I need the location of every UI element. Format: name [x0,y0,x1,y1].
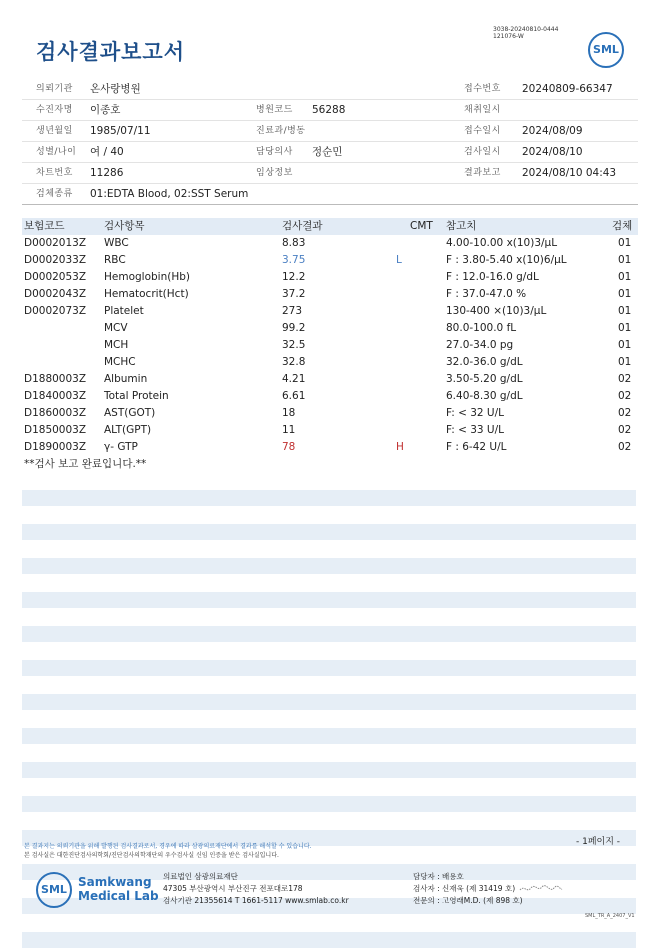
cell-code: D1850003Z [24,424,87,436]
cell-ref: 4.00-10.00 x(10)3/μL [446,237,558,249]
cell-code: D1840003Z [24,390,87,402]
cell-code: D1880003Z [24,373,87,385]
page-title: 검사결과보고서 [36,40,186,64]
cell-ref: 6.40-8.30 g/dL [446,390,523,402]
table-row [22,286,638,303]
footer-notes: 본 결과지는 의뢰기관을 위해 발행된 검사결과로서, 경우에 따라 삼광의료재단에서 결과를 해석할 수 있습니다. 본 검사실은 대한진단검사의학회/진단검사의학재단의 우수검사실 신임 인증을 받은 검사실입니다. [24,843,312,859]
test-date-value: 2024/08/10 [522,146,583,158]
sml-logo: SML [588,32,624,68]
empty-row-band [22,524,636,540]
cell-item: Platelet [104,305,144,317]
table-row [22,337,638,354]
table-row [22,388,638,405]
cell-code: D1860003Z [24,407,87,419]
cell-ref: 130-400 ×(10)3/μL [446,305,547,317]
table-row [22,320,638,337]
empty-row-band [22,728,636,744]
receipt-no-value: 20240809-66347 [522,83,613,95]
cell-specimen: 01 [618,288,632,300]
empty-row-band [22,796,636,812]
cell-result: 4.21 [282,373,306,385]
cell-specimen: 02 [618,407,632,419]
cell-specimen: 02 [618,373,632,385]
cell-ref: 80.0-100.0 fL [446,322,517,334]
patient-name-value: 이종호 [90,104,121,116]
table-row [22,405,638,422]
report-complete-note: **검사 보고 완료입니다.** [24,458,147,470]
cell-item: γ- GTP [104,441,138,453]
cell-result: 273 [282,305,303,317]
cell-result: 32.5 [282,339,306,351]
cell-ref: F : 3.80-5.40 x(10)6/μL [446,254,567,266]
cell-item: ALT(GPT) [104,424,152,436]
cell-cmt: L [396,254,402,266]
table-row [22,439,638,456]
document-number: 3038-20240810-0444 121076-W [493,26,559,40]
cell-code: D0002053Z [24,271,87,283]
info-row: 성별/나이 여 / 40 담당의사 정순민 검사일시 2024/08/10 [22,142,638,163]
cell-result: 18 [282,407,296,419]
cell-item: Total Protein [104,390,169,402]
cell-ref: F : 37.0-47.0 % [446,288,527,300]
cell-code: D0002013Z [24,237,87,249]
empty-row-band [22,660,636,676]
cell-specimen: 01 [618,322,632,334]
empty-row-band [22,592,636,608]
cell-result: 11 [282,424,296,436]
hospital-code-value: 56288 [312,104,346,116]
sex-age-value: 여 / 40 [90,146,124,158]
cell-code: D0002033Z [24,254,87,266]
cell-item: WBC [104,237,129,249]
report-date-value: 2024/08/10 04:43 [522,167,617,179]
cell-specimen: 01 [618,339,632,351]
cell-item: Hemoglobin(Hb) [104,271,191,283]
cell-code: D0002073Z [24,305,87,317]
cell-item: MCV [104,322,128,334]
cell-result: 78 [282,441,296,453]
cell-code: D0002043Z [24,288,87,300]
results-rows [22,235,638,456]
info-row: 검체종류 01:EDTA Blood, 02:SST Serum [22,184,638,205]
table-row [22,235,638,252]
receipt-date-value: 2024/08/09 [522,125,583,137]
cell-result: 8.83 [282,237,306,249]
cell-ref: 32.0-36.0 g/dL [446,356,523,368]
cell-specimen: 02 [618,441,632,453]
cell-result: 6.61 [282,390,306,402]
chart-no-value: 11286 [90,167,124,179]
logo-text: Samkwang Medical Lab [78,875,159,903]
info-row: 차트번호 11286 임상정보 결과보고 2024/08/10 04:43 [22,163,638,184]
cell-code: D1890003Z [24,441,87,453]
page-number: - 1페이지 - [576,837,621,847]
cell-item: Albumin [104,373,148,385]
specimen-value: 01:EDTA Blood, 02:SST Serum [90,188,249,200]
cell-specimen: 01 [618,237,632,249]
table-row [22,371,638,388]
info-row: 수진자명 이종호 병원코드 56288 채취일시 [22,100,638,121]
info-row: 의뢰기관 온사랑병원 접수번호 20240809-66347 [22,79,638,100]
cell-item: Hematocrit(Hct) [104,288,189,300]
org-info: 의료법인 삼광의료재단 47305 부산광역시 부산진구 전포대로178 검사기관 21355614 T 1661-5117 www.smlab.co.kr [163,872,349,905]
cell-specimen: 01 [618,254,632,266]
institution-value: 온사랑병원 [90,83,141,95]
table-row [22,422,638,439]
cell-specimen: 01 [618,305,632,317]
cell-item: MCHC [104,356,136,368]
cell-specimen: 02 [618,390,632,402]
table-row [22,269,638,286]
results-header: 보험코드 검사항목 검사결과 CMT 참고치 검체 [22,218,638,235]
cell-item: MCH [104,339,129,351]
cell-ref: F : 6-42 U/L [446,441,507,453]
empty-row-band [22,490,636,506]
cell-specimen: 01 [618,356,632,368]
cell-ref: 27.0-34.0 pg [446,339,514,351]
cell-result: 32.8 [282,356,306,368]
cell-result: 99.2 [282,322,306,334]
table-row [22,252,638,269]
results-table [22,218,638,473]
cell-cmt: H [396,441,404,453]
cell-result: 37.2 [282,288,306,300]
cell-ref: F: < 33 U/L [446,424,505,436]
cell-item: AST(GOT) [104,407,156,419]
cell-specimen: 02 [618,424,632,436]
form-code: SML_TR_A_2407_V1 [585,913,635,919]
sml-logo-icon: SML [36,872,72,908]
signatories: 담당자 : 배용호 검사자 : 신재욱 (제 31419 호) 전문의 : 고영래M.D. (제 898 호) [413,871,564,907]
empty-row-band [22,694,636,710]
info-row: 생년월일 1985/07/11 진료과/병동 접수일시 2024/08/09 [22,121,638,142]
signature-icon [518,884,564,894]
doctor-value: 정순민 [312,146,343,158]
cell-specimen: 01 [618,271,632,283]
empty-row-band [22,626,636,642]
cell-ref: 3.50-5.20 g/dL [446,373,523,385]
empty-row-band [22,932,636,948]
dob-value: 1985/07/11 [90,125,151,137]
patient-info-table [22,79,638,205]
empty-row-band [22,762,636,778]
cell-ref: F: < 32 U/L [446,407,505,419]
table-row [22,354,638,371]
empty-row-band [22,558,636,574]
cell-item: RBC [104,254,126,266]
table-row [22,303,638,320]
cell-result: 12.2 [282,271,306,283]
cell-ref: F : 12.0-16.0 g/dL [446,271,539,283]
cell-result: 3.75 [282,254,306,266]
